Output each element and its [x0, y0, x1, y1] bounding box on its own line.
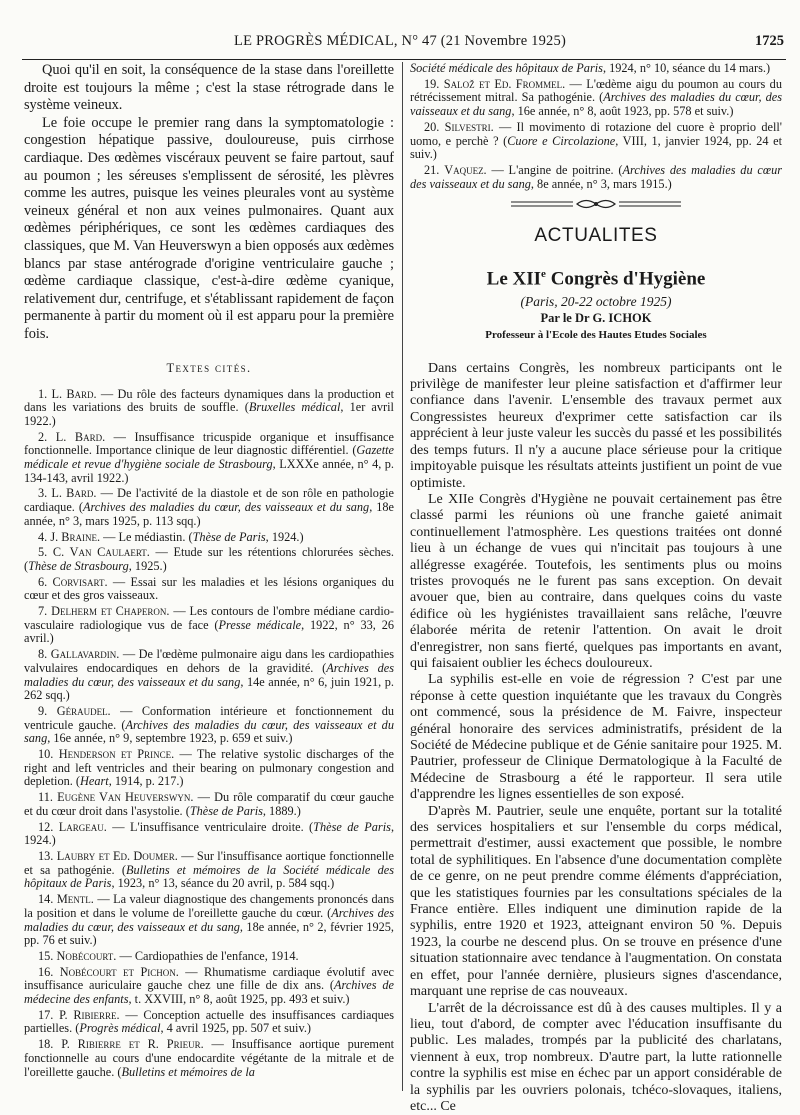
reference-author: Géraudel.: [57, 704, 111, 718]
article-title-main: Le XII: [487, 269, 541, 290]
reference-author: Gallavardin.: [51, 647, 120, 661]
reference-tail: , 1924, n° 10, séance du 14 mars.): [603, 62, 770, 75]
reference-tail: , 1924.): [266, 530, 304, 544]
reference-item: [24, 531, 394, 545]
reference-number: 7.: [38, 604, 47, 618]
reference-tail: , 16e année, n° 8, août 1923, pp. 578 et suiv.): [511, 104, 733, 118]
reference-item: [24, 791, 394, 818]
reference-source: Bulletins et mémoires de la Société médicale des hôpitaux de Paris: [24, 863, 394, 891]
reference-number: 6.: [38, 575, 47, 589]
reference-text: — Les contours de l'ombre médiane cardio-vasculaire radiologique vus de face (: [24, 604, 394, 632]
article-affiliation: Professeur à l'Ecole des Hautes Etudes Sociales: [410, 329, 782, 341]
paragraph: Le foie occupe le premier rang dans la symptomatologie : congestion hépatique passive, douloureuse, puis cirrhose cardiaque. Des œdèmes viscéraux peuvent se faire partout, sauf au poumon ; les séreuses s'emplissent de sérosité, les plèvres comme les autres, puisque les veines pleurales vont au système veineux général et non aux veines pulmonaires. Quant aux œdèmes périphériques, ce sont les œdèmes cardiaques des classiques, que M. Van Heuverswyn a bien opposés aux œdèmes blancs par stase antérograde d'origine ventriculaire gauche ; œdème cardiaque classique, c'est-à-dire œdème cyanique, relativement dur, centrifuge, et s'établissant rapidement de façon permanente à partir du moment où il est apparu pour la première fois.: [24, 115, 394, 344]
reference-text: — Sur l'insuffisance aortique fonctionnelle et sa pathogénie. (: [24, 849, 394, 877]
reference-author: L. Bard.: [51, 486, 96, 500]
reference-number: 15.: [38, 949, 53, 963]
reference-author: Largeau.: [59, 820, 107, 834]
reference-item: [24, 950, 394, 964]
ornamental-divider: [410, 197, 782, 215]
paragraph: Dans certains Congrès, les nombreux participants ont le privilège de manifester leur pleine satisfaction et d'affirmer leur confiance dans l'avenir. L'ensemble des travaux permet aux Congressistes heureux d'exprimer cette satisfaction car ils apprécient à leur juste valeur les succès du passé et les possibilités des temps futurs. Il n'y a aucune place sérieuse pour la critique impitoyable puisque les résultats atteints justifient un point de vue optimiste.: [410, 361, 782, 492]
reference-text: — Cardiopathies de l'enfance, 1914.: [116, 949, 298, 963]
reference-item: [24, 821, 394, 848]
reference-item: [24, 966, 394, 1007]
reference-tail: , 1924.): [24, 820, 394, 848]
reference-item: [24, 431, 394, 486]
reference-number: 19.: [424, 77, 439, 91]
reference-tail: , 1914, p. 217.): [109, 774, 184, 788]
reference-author: L. Bard.: [52, 387, 97, 401]
reference-source: Thèse de Paris: [313, 820, 391, 834]
section-title: ACTUALITES: [410, 225, 782, 247]
reference-text: — Conception actuelle des insuffisances cardiaques partielles. (: [24, 1008, 394, 1036]
reference-number: 3.: [38, 486, 47, 500]
reference-item: [24, 1009, 394, 1036]
article-title-sup: e: [541, 268, 546, 280]
page-number: 1725: [755, 33, 784, 50]
reference-text: — Il movimento di rotazione del cuore è proprio dell' uomo, e perchè ? (: [410, 120, 782, 148]
reference-author: Silvestri.: [445, 120, 494, 134]
reference-text: — Le médiastin. (: [100, 530, 193, 544]
reference-author: Vaquez.: [444, 163, 486, 177]
reference-item: [24, 705, 394, 746]
left-column: [24, 62, 394, 1081]
column-divider: [402, 62, 403, 1091]
reference-number: 11.: [38, 790, 53, 804]
article-title-rest: Congrès d'Hygiène: [546, 269, 705, 290]
reference-item: [24, 1038, 394, 1079]
reference-item: [410, 78, 782, 119]
reference-item: [24, 893, 394, 948]
reference-item: [24, 648, 394, 703]
journal-title: LE PROGRÈS MÉDICAL, N° 47 (21 Novembre 1925): [0, 33, 800, 50]
reference-author: P. Ribierre et R. Prieur.: [61, 1037, 203, 1051]
ornament-rule-icon: [511, 197, 681, 211]
reference-author: J. Braine.: [50, 530, 100, 544]
reference-source: Thèse de Paris: [193, 530, 266, 544]
reference-number: 4.: [38, 530, 47, 544]
reference-source: Progrès médical: [79, 1021, 160, 1035]
reference-author: Salož et Ed. Frommel.: [444, 77, 565, 91]
reference-tail: , 1889.): [263, 804, 301, 818]
reference-number: 20.: [424, 120, 439, 134]
reference-item: [24, 850, 394, 891]
reference-text: — Insuffisance aortique purement fonctionnelle au cours d'une endocardite végétante de la mitrale et de l'oreillette gauche. (: [24, 1037, 394, 1078]
reference-source: Archives des maladies du cœur, des vaisseaux et du sang: [410, 90, 782, 118]
reference-source: Archives des maladies du cœur, des vaisseaux et du sang: [83, 500, 369, 514]
reference-author: C. Van Caulaert.: [53, 545, 150, 559]
article-subtitle: (Paris, 20-22 octobre 1925): [410, 294, 782, 310]
reference-number: 18.: [38, 1037, 53, 1051]
reference-number: 1.: [38, 387, 47, 401]
reference-number: 8.: [38, 647, 47, 661]
references-list-continued: [410, 62, 782, 191]
reference-tail: , t. XXVIII, n° 8, août 1925, pp. 493 et suiv.): [129, 992, 350, 1006]
reference-tail: , 18e année, n° 3, mars 1925, p. 113 sqq.): [24, 500, 394, 528]
reference-source: Thèse de Paris: [190, 804, 263, 818]
reference-source: Gazette médicale et revue d'hygiène sociale de Strasbourg: [24, 443, 394, 471]
reference-text: — Rhumatisme cardiaque évolutif avec insuffisance auriculaire gauche chez une fille de dix ans. (: [24, 965, 394, 993]
paragraph: L'arrêt de la décroissance est dû à des causes multiples. Il y a lieu, tout d'abord, de compter avec l'éducation insuffisante du public. Les malades, trompés par la publicité des charlatans, viennent à eux, trop nombreux. D'autre part, la lutte rationnelle contre la syphilis est mise en échec par un apport considérable de la syphilis par les ouvriers polonais, tchéco-slovaques, italiens, etc... Ce: [410, 1001, 782, 1115]
article-title: [410, 263, 782, 290]
header-rule: [22, 59, 786, 60]
reference-number: 12.: [38, 820, 53, 834]
reference-source: Presse médicale: [219, 618, 302, 632]
reference-tail: , 1922, n° 33, 26 avril.): [24, 618, 394, 646]
reference-text: — De l'œdème pulmonaire aigu dans les cardiopathies valvulaires endocardiques en dehors de la gravidité. (: [24, 647, 394, 675]
reference-source: Archives des maladies du cœur, des vaisseaux et du sang: [24, 906, 394, 934]
reference-source: Bulletins et mémoires de la: [121, 1065, 254, 1079]
reference-source: Bruxelles médical: [249, 400, 341, 414]
reference-number: 14.: [38, 892, 53, 906]
reference-text: — Conformation intérieure et fonctionnement du ventricule gauche. (: [24, 704, 394, 732]
paragraph: D'après M. Pautrier, seule une enquête, portant sur la totalité des services hospitaliers et sur l'ensemble du corps médical, permettrait d'estimer, aussi exactement que possible, le nombre total de syphilitiques. En l'absence d'une documentation complète de ce genre, on ne peut prendre comme éléments d'appréciation, que les statistiques fournies par les consultations spéciales de la France entière. Elles indiquent une diminution rapide de la syphilis, entre 1920 et 1923, atteignant environ 50 %. Depuis 1923, la courbe ne descend plus. On se trouve en présence d'une situation stationnaire avec tendance à l'augmentation. On constata en effet, pour l'année dernière, plusieurs signes d'ascendance, marquant une reprise de cas nouveaux.: [410, 804, 782, 1001]
reference-tail: , 1er avril 1922.): [24, 400, 394, 428]
reference-author: Corvisart.: [53, 575, 108, 589]
reference-source: Archives des maladies du cœur, des vaisseaux et du sang: [24, 718, 394, 746]
reference-item: [410, 164, 782, 191]
reference-text: — Du rôle des facteurs dynamiques dans la production et dans les variations des bruits de souffle. (: [24, 387, 394, 415]
reference-number: 2.: [38, 430, 47, 444]
reference-text: — Du rôle comparatif du cœur gauche et du cœur droit dans l'asystolie. (: [24, 790, 394, 818]
reference-author: Laubry et Ed. Doumer.: [57, 849, 178, 863]
right-column: [410, 62, 782, 1115]
reference-author: P. Ribierre.: [59, 1008, 120, 1022]
reference-item: [24, 487, 394, 528]
reference-author: Nobécourt.: [56, 949, 116, 963]
reference-source: Thèse de Strasbourg: [28, 559, 129, 573]
reference-text: — Etude sur les rétentions chlorurées sèches. (: [24, 545, 394, 573]
reference-source: Archives des maladies du cœur des vaisseaux et du sang: [410, 163, 782, 191]
reference-text: — L'angine de poitrine. (: [487, 163, 623, 177]
reference-item: [24, 748, 394, 789]
article-byline: Par le Dr G. ICHOK: [410, 311, 782, 326]
reference-item: [24, 546, 394, 573]
reference-number: 9.: [38, 704, 47, 718]
reference-text: — L'œdème aigu du poumon au cours du rétrécissement mitral. Sa pathogénie. (: [410, 77, 782, 105]
left-body-text: [24, 62, 394, 344]
reference-tail: , 4 avril 1925, pp. 507 et suiv.): [160, 1021, 311, 1035]
reference-tail: , 16e année, n° 9, septembre 1923, p. 659 et suiv.): [47, 731, 292, 745]
reference-source: Archives des maladies du cœur, des vaisseaux et du sang: [24, 661, 394, 689]
reference-number: 5.: [38, 545, 47, 559]
paragraph: Le XIIe Congrès d'Hygiène ne pouvait certainement pas être classé parmi les réunions où une franche gaieté animait continuellement l'atmosphère. Les questions traitées ont donné lieu à un échange de vues qui n'incitait pas toujours à une allégresse exagérée. Toutefois, les sentiments plus ou moins tristes provoqués ne le furent pas sans exception. On devait avouer que, bien au contraire, dans quelques coins du vaste édifice où les hygiénistes travaillaient sans relâche, l'œuvre élaborée mérita de retenir l'attention. On avait le droit d'enregistrer, non sans fierté, quelques pas importants en avant, qui faisaient oublier les échecs douloureux.: [410, 492, 782, 672]
reference-text: — L'insuffisance ventriculaire droite. (: [107, 820, 313, 834]
references-heading: Textes cités.: [24, 361, 394, 376]
reference-source: Société médicale des hôpitaux de Paris: [410, 62, 603, 75]
reference-author: Eugène Van Heuverswyn.: [57, 790, 193, 804]
reference-author: Henderson et Prince.: [59, 747, 174, 761]
reference-tail: , VIII, 1, janvier 1924, pp. 24 et suiv.): [410, 134, 782, 162]
reference-source: Heart: [80, 774, 109, 788]
reference-number: 21.: [424, 163, 439, 177]
reference-author: Mentl.: [57, 892, 94, 906]
reference-author: L. Bard.: [56, 430, 105, 444]
reference-number: 10.: [38, 747, 53, 761]
reference-item: [410, 62, 782, 76]
reference-item: [24, 388, 394, 429]
reference-number: 17.: [38, 1008, 53, 1022]
reference-tail: , LXXXe année, n° 4, p. 134-143, avril 1922.): [24, 457, 394, 485]
paragraph: La syphilis est-elle en voie de régression ? C'est par une réponse à cette question inquiétante que les travaux du Congrès ont commencé, sous la présidence de M. Faivre, inspecteur général honoraire des services administratifs, président de la Société de Médecine publique et de Génie sanitaire pour 1925. M. Pautrier, professeur de Clinique Dermatologique à la Faculté de Médecine de Strasbourg a été le rapporteur. Il sera utile d'apprendre les lignes essentielles de son exposé.: [410, 672, 782, 803]
reference-item: [410, 121, 782, 162]
reference-item: [24, 576, 394, 603]
reference-source: Archives de médecine des enfants: [24, 978, 394, 1006]
article-body: [410, 361, 782, 1115]
reference-author: Delherm et Chaperon.: [51, 604, 169, 618]
paragraph: Quoi qu'il en soit, la conséquence de la stase dans l'oreillette droite est toujours la même ; c'est la stase rétrograde dans le système veineux.: [24, 62, 394, 115]
reference-text: — Essai sur les maladies et les lésions organiques du cœur et des gros vaisseaux.: [24, 575, 394, 603]
reference-tail: , 8e année, n° 3, mars 1915.): [531, 177, 672, 191]
reference-item: [24, 605, 394, 646]
reference-text: — Insuffisance tricuspide organique et insuffisance fonctionnelle. Importance clinique de leur diagnostic différentiel. (: [24, 430, 394, 458]
reference-tail: , 1925.): [129, 559, 167, 573]
reference-text: — La valeur diagnostique des changements prononcés dans la position et dans le volume de l'oreillette gauche du cœur. (: [24, 892, 394, 920]
reference-tail: , 18e année, n° 2, février 1925, pp. 76 et suiv.): [24, 920, 394, 948]
reference-number: 16.: [38, 965, 53, 979]
reference-text: — The relative systolic discharges of the right and left ventricles and their bearing on pulmonary congestion and depletion. (: [24, 747, 394, 788]
reference-number: 13.: [38, 849, 53, 863]
running-head: [0, 33, 800, 55]
reference-text: — De l'activité de la diastole et de son rôle en pathologie cardiaque. (: [24, 486, 394, 514]
reference-source: Cuore e Circolazione: [507, 134, 615, 148]
reference-author: Nobécourt et Pichon.: [60, 965, 179, 979]
reference-tail: , 14e année, n° 6, juin 1921, p. 262 sqq.): [24, 675, 394, 703]
reference-tail: , 1923, n° 13, séance du 20 avril, p. 584 sqq.): [111, 876, 334, 890]
references-list: [24, 388, 394, 1080]
